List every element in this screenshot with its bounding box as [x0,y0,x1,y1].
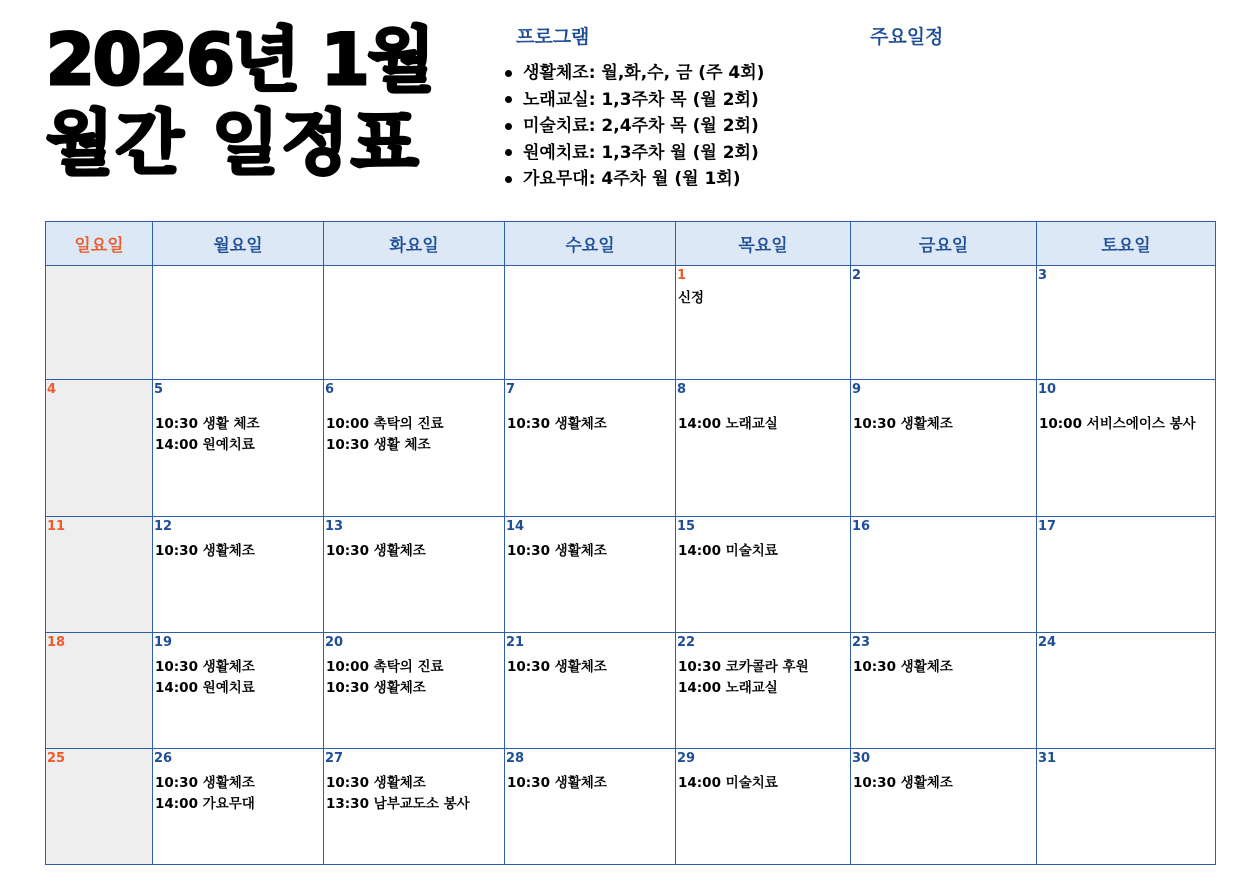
event-item: 10:30 생활체조 [507,543,607,559]
event-item: 10:30 생활체조 [155,543,255,559]
programs-heading: 프로그램 [516,26,590,48]
bullet-icon [505,123,512,130]
day-events [46,268,152,272]
day-events [1037,535,1215,541]
calendar-day-cell[interactable] [505,266,676,380]
page-title-line1: 2026년 1월 [46,19,434,101]
calendar-day-cell[interactable] [676,266,851,380]
calendar-table [45,221,1216,865]
day-number: 31 [1038,751,1057,766]
day-number: 3 [1038,268,1048,283]
calendar-day-cell[interactable] [676,380,851,517]
calendar-day-cell[interactable] [851,266,1037,380]
day-events [505,651,675,678]
weekday-sunday: 일요일 [46,222,153,266]
calendar-week-row [46,266,1216,380]
event-item: 10:30 생활체조 [326,543,426,559]
bullet-icon [505,96,512,103]
program-item [505,113,764,140]
day-number: 11 [47,519,66,534]
event-item: 10:30 생활체조 [853,659,953,675]
calendar-day-cell[interactable] [324,380,505,517]
day-number: 20 [325,635,344,650]
day-events [676,651,850,699]
day-events [324,535,504,562]
day-number: 9 [852,382,862,397]
event-item: 14:00 원예치료 [155,437,255,453]
calendar-day-cell[interactable] [505,749,676,865]
event-item: 10:30 생활체조 [853,416,953,432]
day-number: 13 [325,519,344,534]
weekday-thursday: 목요일 [676,222,851,266]
day-events [324,767,504,815]
day-events [851,535,1036,541]
calendar-day-cell[interactable] [851,517,1037,633]
day-number: 25 [47,751,66,766]
weekday-saturday: 토요일 [1037,222,1216,266]
day-number: 5 [154,382,164,397]
day-events [676,767,850,794]
day-number: 10 [1038,382,1057,397]
day-events [676,398,850,435]
calendar-day-cell[interactable] [46,749,153,865]
calendar-day-cell[interactable] [676,633,851,749]
program-item [505,166,764,193]
calendar-day-cell[interactable] [153,633,324,749]
calendar-day-cell[interactable] [153,380,324,517]
day-number: 7 [506,382,516,397]
weekday-friday: 금요일 [851,222,1037,266]
day-events [676,535,850,562]
calendar-day-cell[interactable] [1037,266,1216,380]
day-number: 15 [677,519,696,534]
day-events [851,398,1036,435]
event-item: 10:30 생활체조 [853,775,953,791]
day-events [153,767,323,815]
event-item: 10:30 생활체조 [507,659,607,675]
day-number: 17 [1038,519,1057,534]
event-item: 14:00 미술치료 [678,775,778,791]
weekday-wednesday: 수요일 [505,222,676,266]
day-events [153,398,323,456]
day-number: 2 [852,268,862,283]
page-title-line2: 월간 일정표 [46,102,421,184]
day-events [46,651,152,657]
day-number: 21 [506,635,525,650]
day-number: 16 [852,519,871,534]
calendar-day-cell[interactable] [1037,380,1216,517]
event-item: 14:00 원예치료 [155,680,255,696]
event-item: 14:00 가요무대 [155,796,255,812]
calendar-day-cell[interactable] [851,380,1037,517]
program-item [505,140,764,167]
day-events [324,651,504,699]
calendar-day-cell[interactable] [1037,517,1216,633]
event-item: 10:30 생활체조 [507,416,607,432]
program-item-label: 미술치료: 2,4주차 목 (월 2회) [523,116,759,136]
major-schedule-heading: 주요일정 [870,26,944,48]
day-number: 23 [852,635,871,650]
bullet-icon [505,70,512,77]
calendar-day-cell[interactable] [676,749,851,865]
event-item: 14:00 미술치료 [678,543,778,559]
day-events [851,284,1036,288]
day-number: 27 [325,751,344,766]
calendar-day-cell[interactable] [1037,749,1216,865]
day-events [1037,398,1215,435]
day-events [324,268,504,272]
day-number: 12 [154,519,173,534]
calendar-day-cell[interactable] [46,633,153,749]
bullet-icon [505,176,512,183]
program-item [505,60,764,87]
event-item: 14:00 노래교실 [678,680,778,696]
day-events [851,767,1036,794]
day-events [153,535,323,562]
day-number: 29 [677,751,696,766]
day-number: 4 [47,382,57,397]
day-number: 24 [1038,635,1057,650]
day-events [153,651,323,699]
day-events [153,268,323,272]
programs-list [505,60,764,193]
event-item: 10:30 생활체조 [326,680,426,696]
day-number: 28 [506,751,525,766]
day-events [46,398,152,414]
calendar-day-cell[interactable] [505,517,676,633]
calendar-day-cell[interactable] [153,266,324,380]
calendar-day-cell[interactable] [153,517,324,633]
day-events [1037,767,1215,773]
event-item: 10:30 코카콜라 후원 [678,659,809,675]
day-number: 30 [852,751,871,766]
day-number: 26 [154,751,173,766]
program-item-label: 생활체조: 월,화,수, 금 (주 4회) [523,63,765,83]
calendar-week-row [46,380,1216,517]
weekday-header-row [46,222,1216,266]
event-item: 10:30 생활 체조 [326,437,431,453]
calendar-body [46,266,1216,865]
calendar-day-cell[interactable] [153,749,324,865]
calendar-day-cell[interactable] [46,380,153,517]
calendar-day-cell[interactable] [324,749,505,865]
calendar-day-cell[interactable] [505,380,676,517]
day-number: 14 [506,519,525,534]
day-number: 18 [47,635,66,650]
day-events [1037,284,1215,288]
event-item: 10:00 촉탁의 진료 [326,659,444,675]
day-number: 1 [677,268,687,283]
day-events [505,767,675,794]
calendar-day-cell[interactable] [851,633,1037,749]
calendar-day-cell[interactable] [46,517,153,633]
event-item: 10:30 생활 체조 [155,416,260,432]
bullet-icon [505,149,512,156]
calendar-day-cell[interactable] [324,266,505,380]
calendar-week-row [46,517,1216,633]
event-item: 14:00 노래교실 [678,416,778,432]
weekday-tuesday: 화요일 [324,222,505,266]
day-events [46,535,152,541]
calendar-day-cell[interactable] [1037,633,1216,749]
calendar-day-cell[interactable] [324,517,505,633]
day-number: 19 [154,635,173,650]
weekday-monday: 월요일 [153,222,324,266]
calendar-day-cell[interactable] [505,633,676,749]
event-item: 신정 [678,290,705,306]
calendar-day-cell[interactable] [46,266,153,380]
event-item: 10:00 촉탁의 진료 [326,416,444,432]
day-events [505,535,675,562]
day-events [324,398,504,456]
day-events [851,651,1036,678]
program-item-label: 원예치료: 1,3주차 월 (월 2회) [523,142,759,163]
day-events [676,284,850,309]
calendar-week-row [46,749,1216,865]
day-number: 8 [677,382,687,397]
event-item: 10:30 생활체조 [155,659,255,675]
event-item: 10:00 서비스에이스 봉사 [1039,416,1196,432]
day-number: 6 [325,382,335,397]
calendar-week-row [46,633,1216,749]
day-events [505,398,675,435]
program-item [505,87,764,114]
calendar-day-cell[interactable] [676,517,851,633]
event-item: 13:30 남부교도소 봉사 [326,796,470,812]
day-number: 22 [677,635,696,650]
calendar-day-cell[interactable] [324,633,505,749]
day-events [46,767,152,773]
day-events [1037,651,1215,657]
event-item: 10:30 생활체조 [507,775,607,791]
event-item: 10:30 생활체조 [155,775,255,791]
day-events [505,268,675,272]
program-item-label: 노래교실: 1,3주차 목 (월 2회) [523,89,759,110]
program-item-label: 가요무대: 4주차 월 (월 1회) [523,169,741,189]
event-item: 10:30 생활체조 [326,775,426,791]
calendar-day-cell[interactable] [851,749,1037,865]
